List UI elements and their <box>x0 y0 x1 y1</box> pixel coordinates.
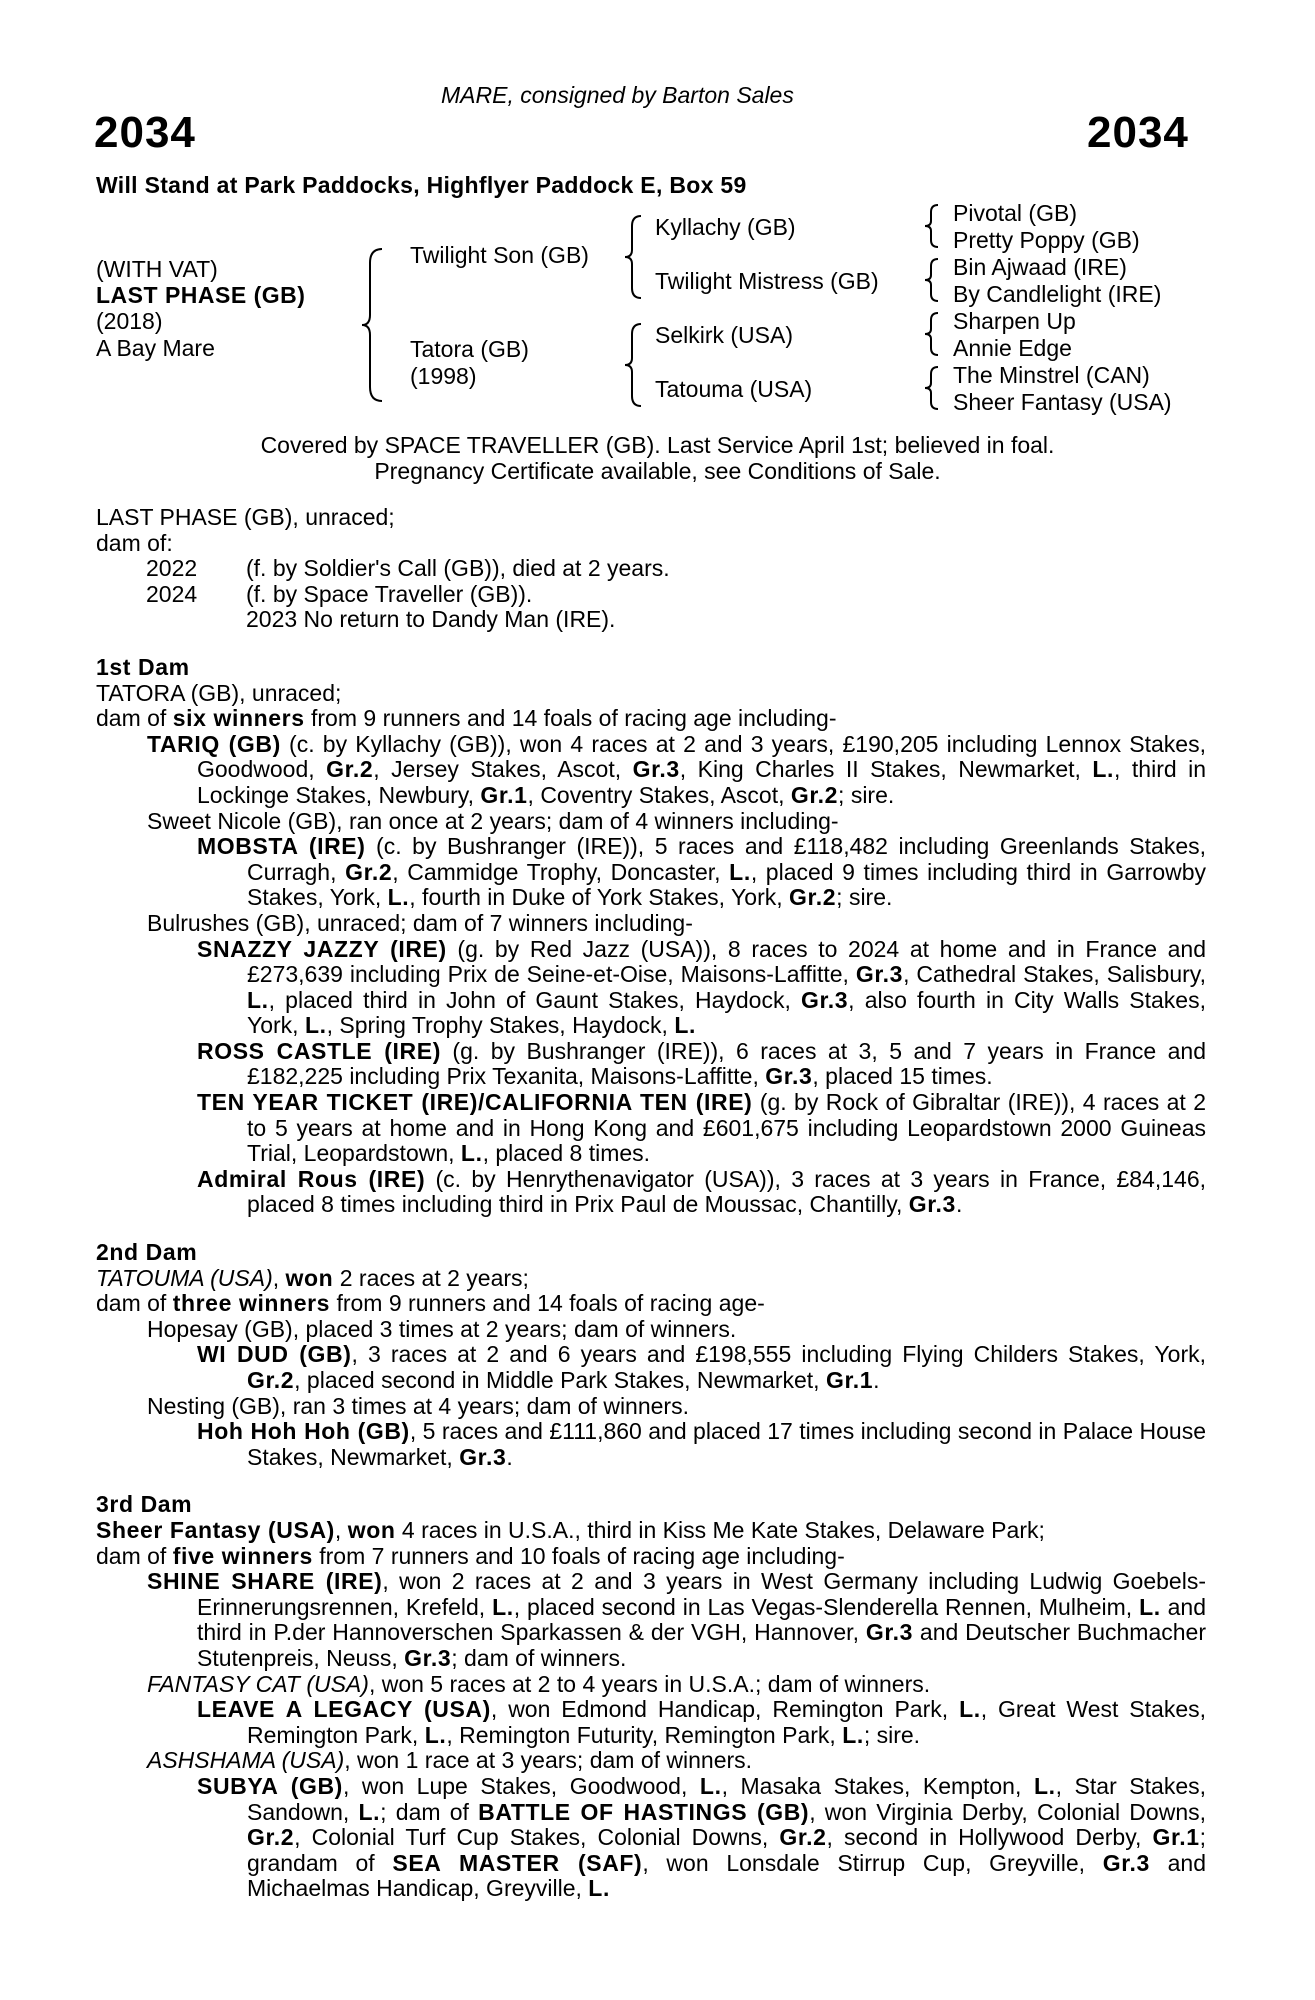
third-dam-entry-subya: SUBYA (GB), won Lupe Stakes, Goodwood, L., Masaka Stakes, Kempton, L., Star Stakes, Sandown, L.; dam of BATTLE OF HASTINGS (GB), won Virginia Derby, Colonial Downs, Gr.2, Colonial Turf Cup Stakes, Colonial Downs, Gr.2, second in Hollywood Derby, Gr.1; grandam of SEA MASTER (SAF), won Lonsdale Stirrup Cup, Greyville, Gr.3 and Michaelmas Handicap, Greyville, L. <box>197 1772 1207 1902</box>
first-dam-summary: dam of six winners from 9 runners and 14 foals of racing age including- <box>96 705 837 732</box>
second-dam-name-line: TATOUMA (USA), won 2 races at 2 years; <box>96 1264 529 1291</box>
first-dam-entry-sweet-nicole: Sweet Nicole (GB), ran once at 2 years; dam of 4 winners including- <box>147 807 839 834</box>
pedigree-ssd: Pretty Poppy (GB) <box>953 227 1140 253</box>
third-dam-entry-leave-a-legacy: LEAVE A LEGACY (USA), won Edmond Handicap, Remington Park, L., Great West Stakes, Remington Park, L., Remington Futurity, Remington Park, L.; sire. <box>197 1696 1207 1748</box>
horse-description: A Bay Mare <box>96 335 215 361</box>
pedigree-brace-ds <box>923 310 943 358</box>
consignor-subtitle: MARE, consigned by Barton Sales <box>441 82 794 108</box>
pedigree-brace-dam <box>623 320 647 410</box>
second-dam-heading: 2nd Dam <box>96 1239 198 1266</box>
pedigree-dam-year: (1998) <box>410 363 477 389</box>
first-dam-heading: 1st Dam <box>96 653 190 680</box>
first-dam-entry-tariq: TARIQ (GB) (c. by Kyllachy (GB)), won 4 races at 2 and 3 years, £190,205 including Lennox Stakes, Goodwood, Gr.2, Jersey Stakes, Ascot, Gr.3, King Charles II Stakes, Newmarket, L., third in Lockinge Stakes, Newbury, Gr.1, Coventry Stakes, Ascot, Gr.2; sire. <box>147 730 1207 808</box>
third-dam-entry-shine-share: SHINE SHARE (IRE), won 2 races at 2 and 3 years in West Germany including Ludwig Goebels-Erinnerungsrennen, Krefeld, L., placed second in Las Vegas-Slenderella Rennen, Mulheim, L. and third in P.der Hannoverschen Sparkassen & der VGH, Hannover, Gr.3 and Deutscher Buchmacher Stutenpreis, Neuss, Gr.3; dam of winners. <box>147 1568 1206 1671</box>
pedigree-sdd: By Candlelight (IRE) <box>953 281 1162 307</box>
second-dam-summary: dam of three winners from 9 runners and 14 foals of racing age- <box>96 1290 765 1317</box>
pedigree-dss: Sharpen Up <box>953 308 1076 334</box>
horse-name: LAST PHASE (GB) <box>96 282 306 308</box>
vat-note: (WITH VAT) <box>96 256 218 282</box>
produce-dam-of: dam of: <box>96 529 173 556</box>
pedigree-brace-dd <box>923 364 943 412</box>
pedigree-dd: Tatouma (USA) <box>655 376 813 402</box>
second-dam-entry-wi-dud: WI DUD (GB), 3 races at 2 and 6 years and £198,555 including Flying Childers Stakes, York, Gr.2, placed second in Middle Park Stakes, Newmarket, Gr.1. <box>197 1341 1206 1393</box>
first-dam-entry-bulrushes: Bulrushes (GB), unraced; dam of 7 winners including- <box>147 909 693 936</box>
pedigree-dsd: Annie Edge <box>953 335 1072 361</box>
pedigree-dam: Tatora (GB) <box>410 336 529 362</box>
catalogue-body <box>96 505 1206 1902</box>
lot-number-left: 2034 <box>94 108 196 157</box>
pedigree-sire: Twilight Son (GB) <box>410 242 589 268</box>
produce-row: 2022 (f. by Soldier's Call (GB)), died at 2 years. <box>146 555 670 582</box>
pedigree-sds: Bin Ajwaad (IRE) <box>953 254 1127 280</box>
third-dam-summary: dam of five winners from 7 runners and 10 foals of racing age including- <box>96 1542 845 1569</box>
pedigree-ss: Kyllachy (GB) <box>655 214 796 240</box>
covering-line-1: Covered by SPACE TRAVELLER (GB). Last Service April 1st; believed in foal. <box>260 432 1055 458</box>
produce-row: 2024 (f. by Space Traveller (GB)). <box>146 580 533 607</box>
produce-row: 2023 No return to Dandy Man (IRE). <box>246 606 616 633</box>
pedigree-ds: Selkirk (USA) <box>655 322 794 348</box>
third-dam-entry-ashshama: ASHSHAMA (USA), won 1 race at 3 years; dam of winners. <box>147 1747 753 1774</box>
third-dam-entry-fantasy-cat: FANTASY CAT (USA), won 5 races at 2 to 4 years in U.S.A.; dam of winners. <box>147 1670 931 1697</box>
first-dam-entry-snazzy-jazzy: SNAZZY JAZZY (IRE) (g. by Red Jazz (USA)), 8 races to 2024 at home and in France and £273,639 including Prix de Seine-et-Oise, Maisons-Laffitte, Gr.3, Cathedral Stakes, Salisbury, L., placed third in John of Gaunt Stakes, Haydock, Gr.3, also fourth in City Walls Stakes, York, L., Spring Trophy Stakes, Haydock, L. <box>197 935 1207 1039</box>
first-dam-entry-mobsta: MOBSTA (IRE) (c. by Bushranger (IRE)), 5 races and £118,482 including Greenlands Stakes, Curragh, Gr.2, Cammidge Trophy, Doncaster, L., placed 9 times including third in Garrowby Stakes, York, L., fourth in Duke of York Stakes, York, Gr.2; sire. <box>197 833 1207 911</box>
third-dam-name-line: Sheer Fantasy (USA), won 4 races in U.S.A., third in Kiss Me Kate Stakes, Delaware Park; <box>96 1516 1045 1543</box>
lot-number-right: 2034 <box>1087 108 1189 157</box>
pedigree-brace-main <box>360 245 390 405</box>
pedigree-brace-sire <box>623 212 647 302</box>
pedigree-sd: Twilight Mistress (GB) <box>655 268 879 294</box>
horse-year: (2018) <box>96 308 163 334</box>
first-dam-entry-ross-castle: ROSS CASTLE (IRE) (g. by Bushranger (IRE)), 6 races at 3, 5 and 7 years in France and £182,225 including Prix Texanita, Maisons-Laffitte, Gr.3, placed 15 times. <box>197 1037 1206 1090</box>
produce-intro: LAST PHASE (GB), unraced; <box>96 504 395 530</box>
pedigree-brace-sd <box>923 256 943 304</box>
pedigree-ddd: Sheer Fantasy (USA) <box>953 389 1172 415</box>
second-dam-entry-hopesay: Hopesay (GB), placed 3 times at 2 years; dam of winners. <box>147 1315 737 1342</box>
stand-location: Will Stand at Park Paddocks, Highflyer Paddock E, Box 59 <box>96 172 747 198</box>
second-dam-entry-hoh-hoh-hoh: Hoh Hoh Hoh (GB), 5 races and £111,860 and placed 17 times including second in Palace House Stakes, Newmarket, Gr.3. <box>197 1418 1206 1470</box>
third-dam-heading: 3rd Dam <box>96 1491 193 1518</box>
first-dam-entry-ten-year-ticket: TEN YEAR TICKET (IRE)/CALIFORNIA TEN (IRE) (g. by Rock of Gibraltar (IRE)), 4 races at 2 to 5 years at home and in Hong Kong and £601,675 including Leopardstown 2000 Guineas Trial, Leopardstown, L., placed 8 times. <box>197 1089 1207 1167</box>
pedigree-sss: Pivotal (GB) <box>953 200 1077 226</box>
second-dam-entry-nesting: Nesting (GB), ran 3 times at 4 years; dam of winners. <box>147 1392 689 1419</box>
first-dam-name-line: TATORA (GB), unraced; <box>96 679 342 706</box>
first-dam-entry-admiral-rous: Admiral Rous (IRE) (c. by Henrythenavigator (USA)), 3 races at 3 years in France, £84,146, placed 8 times including third in Prix Paul de Moussac, Chantilly, Gr.3. <box>197 1165 1207 1218</box>
pedigree-dds: The Minstrel (CAN) <box>953 362 1150 388</box>
pedigree-brace-ss <box>923 202 943 250</box>
covering-line-2: Pregnancy Certificate available, see Conditions of Sale. <box>374 458 941 484</box>
